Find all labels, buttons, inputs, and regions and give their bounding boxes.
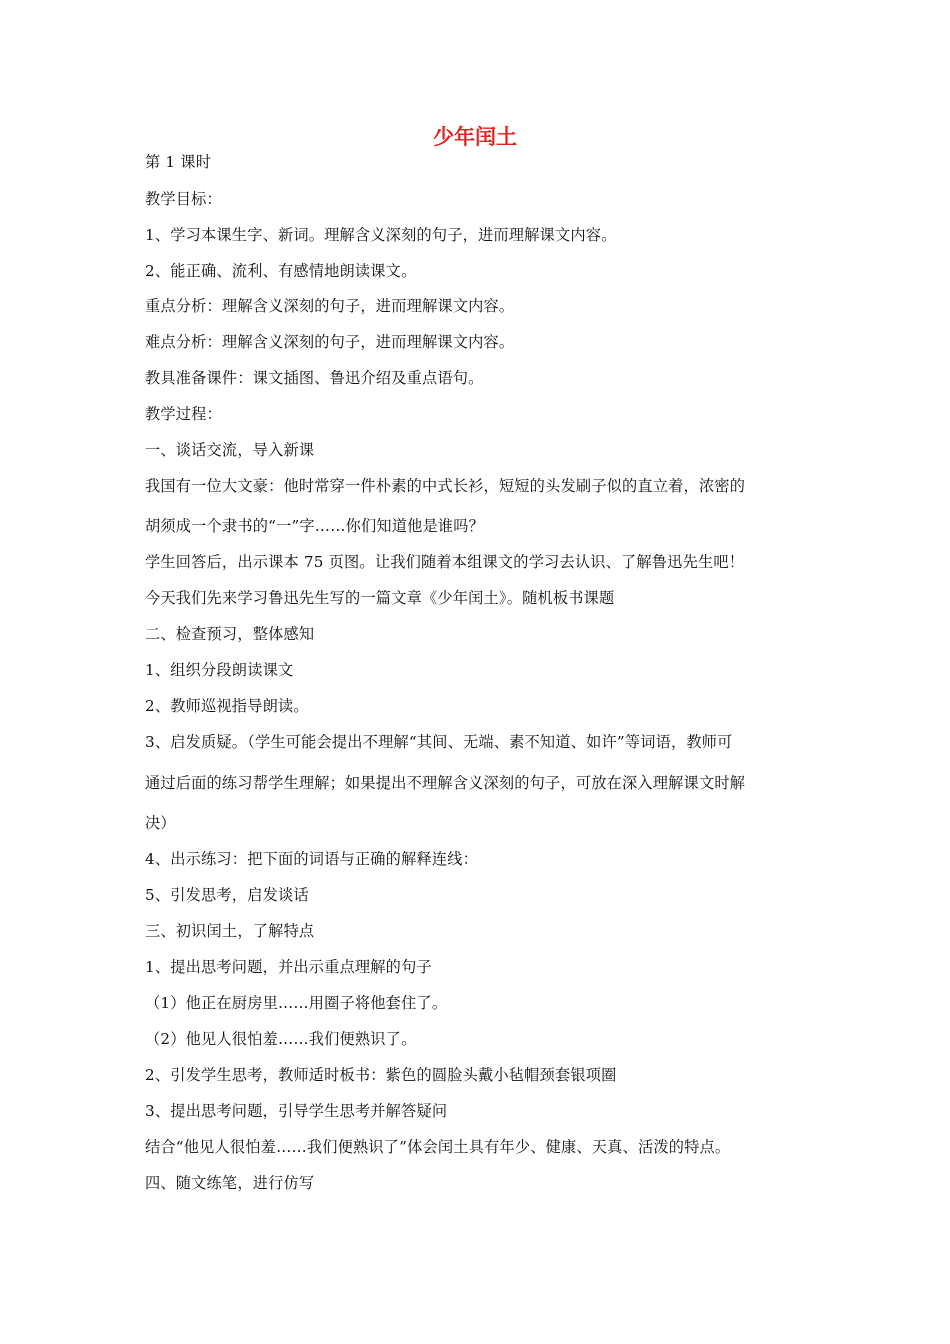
text-line: 3、启发质疑。（学生可能会提出不理解“其间、无端、素不知道、如许”等词语，教师可: [145, 733, 733, 751]
lesson-period: 第 1 课时: [145, 153, 212, 171]
text-line: 重点分析：理解含义深刻的句子，进而理解课文内容。: [145, 297, 515, 315]
section-heading: 一、谈话交流，导入新课: [145, 441, 315, 459]
text-line: 教具准备课件：课文插图、鲁迅介绍及重点语句。: [145, 369, 484, 387]
section-heading: 四、随文练笔，进行仿写: [145, 1174, 315, 1192]
text-line: 2、引发学生思考，教师适时板书：紫色的圆脸头戴小毡帽颈套银项圈: [145, 1066, 617, 1084]
text-line: 难点分析：理解含义深刻的句子，进而理解课文内容。: [145, 333, 515, 351]
text-line: 3、提出思考问题，引导学生思考并解答疑问: [145, 1102, 448, 1120]
text-line: 4、出示练习：把下面的词语与正确的解释连线：: [145, 850, 479, 868]
text-line: 学生回答后，出示课本 75 页图。让我们随着本组课文的学习去认识、了解鲁迅先生吧！: [145, 553, 745, 571]
section-heading: 二、检查预习，整体感知: [145, 625, 315, 643]
text-line: 胡须成一个隶书的“一”字……你们知道他是谁吗？: [145, 517, 485, 535]
text-line: 1、组织分段朗读课文: [145, 661, 294, 679]
text-line: 1、学习本课生字、新词。理解含义深刻的句子，进而理解课文内容。: [145, 226, 617, 244]
text-line: （1）他正在厨房里……用圈子将他套住了。: [145, 994, 448, 1012]
text-line: 决）: [145, 814, 176, 832]
text-line: 我国有一位大文豪：他时常穿一件朴素的中式长衫，短短的头发刷子似的直立着，浓密的: [145, 477, 746, 495]
text-line: 2、教师巡视指导朗读。: [145, 697, 309, 715]
text-line: 结合“他见人很怕羞……我们便熟识了”体会闰土具有年少、健康、天真、活泼的特点。: [145, 1138, 731, 1156]
text-line: 2、能正确、流利、有感情地朗读课文。: [145, 262, 417, 280]
text-line: （2）他见人很怕羞……我们便熟识了。: [145, 1030, 417, 1048]
text-line: 今天我们先来学习鲁迅先生写的一篇文章《少年闰土》。随机板书课题: [145, 589, 615, 607]
text-line: 教学过程：: [145, 405, 222, 423]
document-title: 少年闰土: [433, 125, 517, 149]
text-line: 1、提出思考问题，并出示重点理解的句子: [145, 958, 432, 976]
section-heading: 三、初识闰土，了解特点: [145, 922, 315, 940]
text-line: 5、引发思考，启发谈话: [145, 886, 309, 904]
text-line: 教学目标：: [145, 190, 222, 208]
text-line: 通过后面的练习帮学生理解；如果提出不理解含义深刻的句子，可放在深入理解课文时解: [145, 774, 746, 792]
